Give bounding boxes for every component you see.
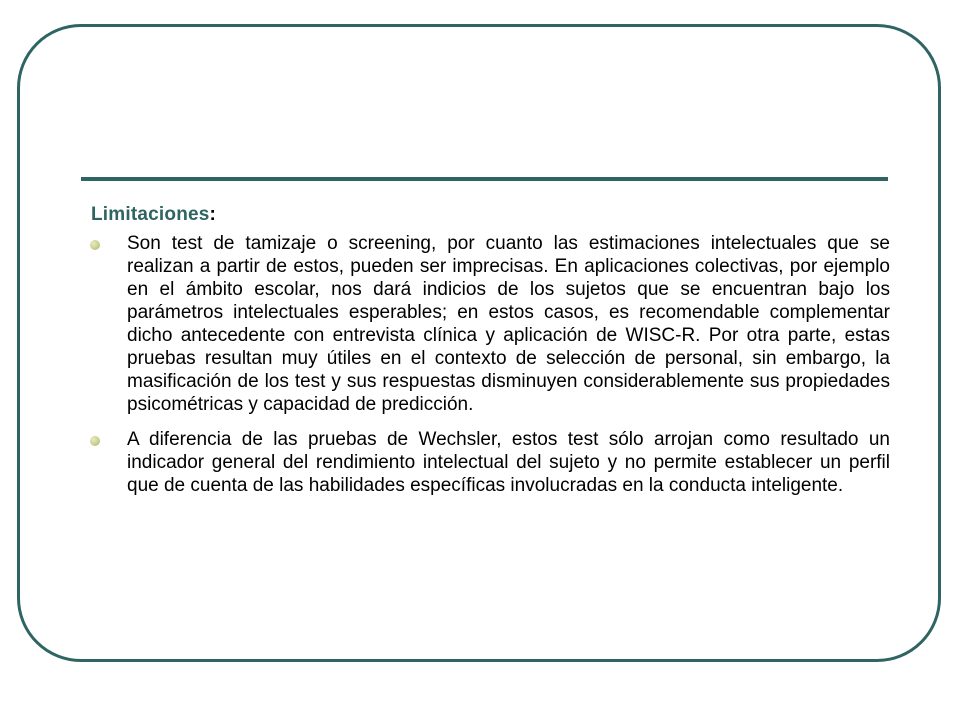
bullet-icon — [90, 240, 100, 250]
section-heading — [91, 204, 216, 226]
bullet-list — [90, 232, 890, 509]
list-item — [90, 232, 890, 416]
heading-colon: : — [209, 204, 217, 225]
bullet-icon — [90, 436, 100, 446]
bullet-text: A diferencia de las pruebas de Wechsler, estos test sólo arrojan como resultado un indicador general del rendimiento intelectual del sujeto y no permite establecer un perfil que de cuenta de las habilidades específicas involucradas en la conducta inteligente. — [127, 429, 890, 496]
heading-text: Limitaciones — [91, 204, 210, 225]
title-divider — [81, 177, 888, 181]
bullet-text: Son test de tamizaje o screening, por cuanto las estimaciones intelectuales que se realizan a partir de estos, pueden ser imprecisas. En aplicaciones colectivas, por ejemplo en el ámbito escolar, nos dará indicios de los sujetos que se encuentran bajo los parámetros intelectuales esperables; en estos casos, es recomendable complementar dicho antecedente con entrevista clínica y aplicación de WISC-R. Por otra parte, estas pruebas resultan muy útiles en el contexto de selección de personal, sin embargo, la masificación de los test y sus respuestas disminuyen considerablemente sus propiedades psicométricas y capacidad de predicción. — [127, 233, 890, 415]
list-item — [90, 428, 890, 497]
